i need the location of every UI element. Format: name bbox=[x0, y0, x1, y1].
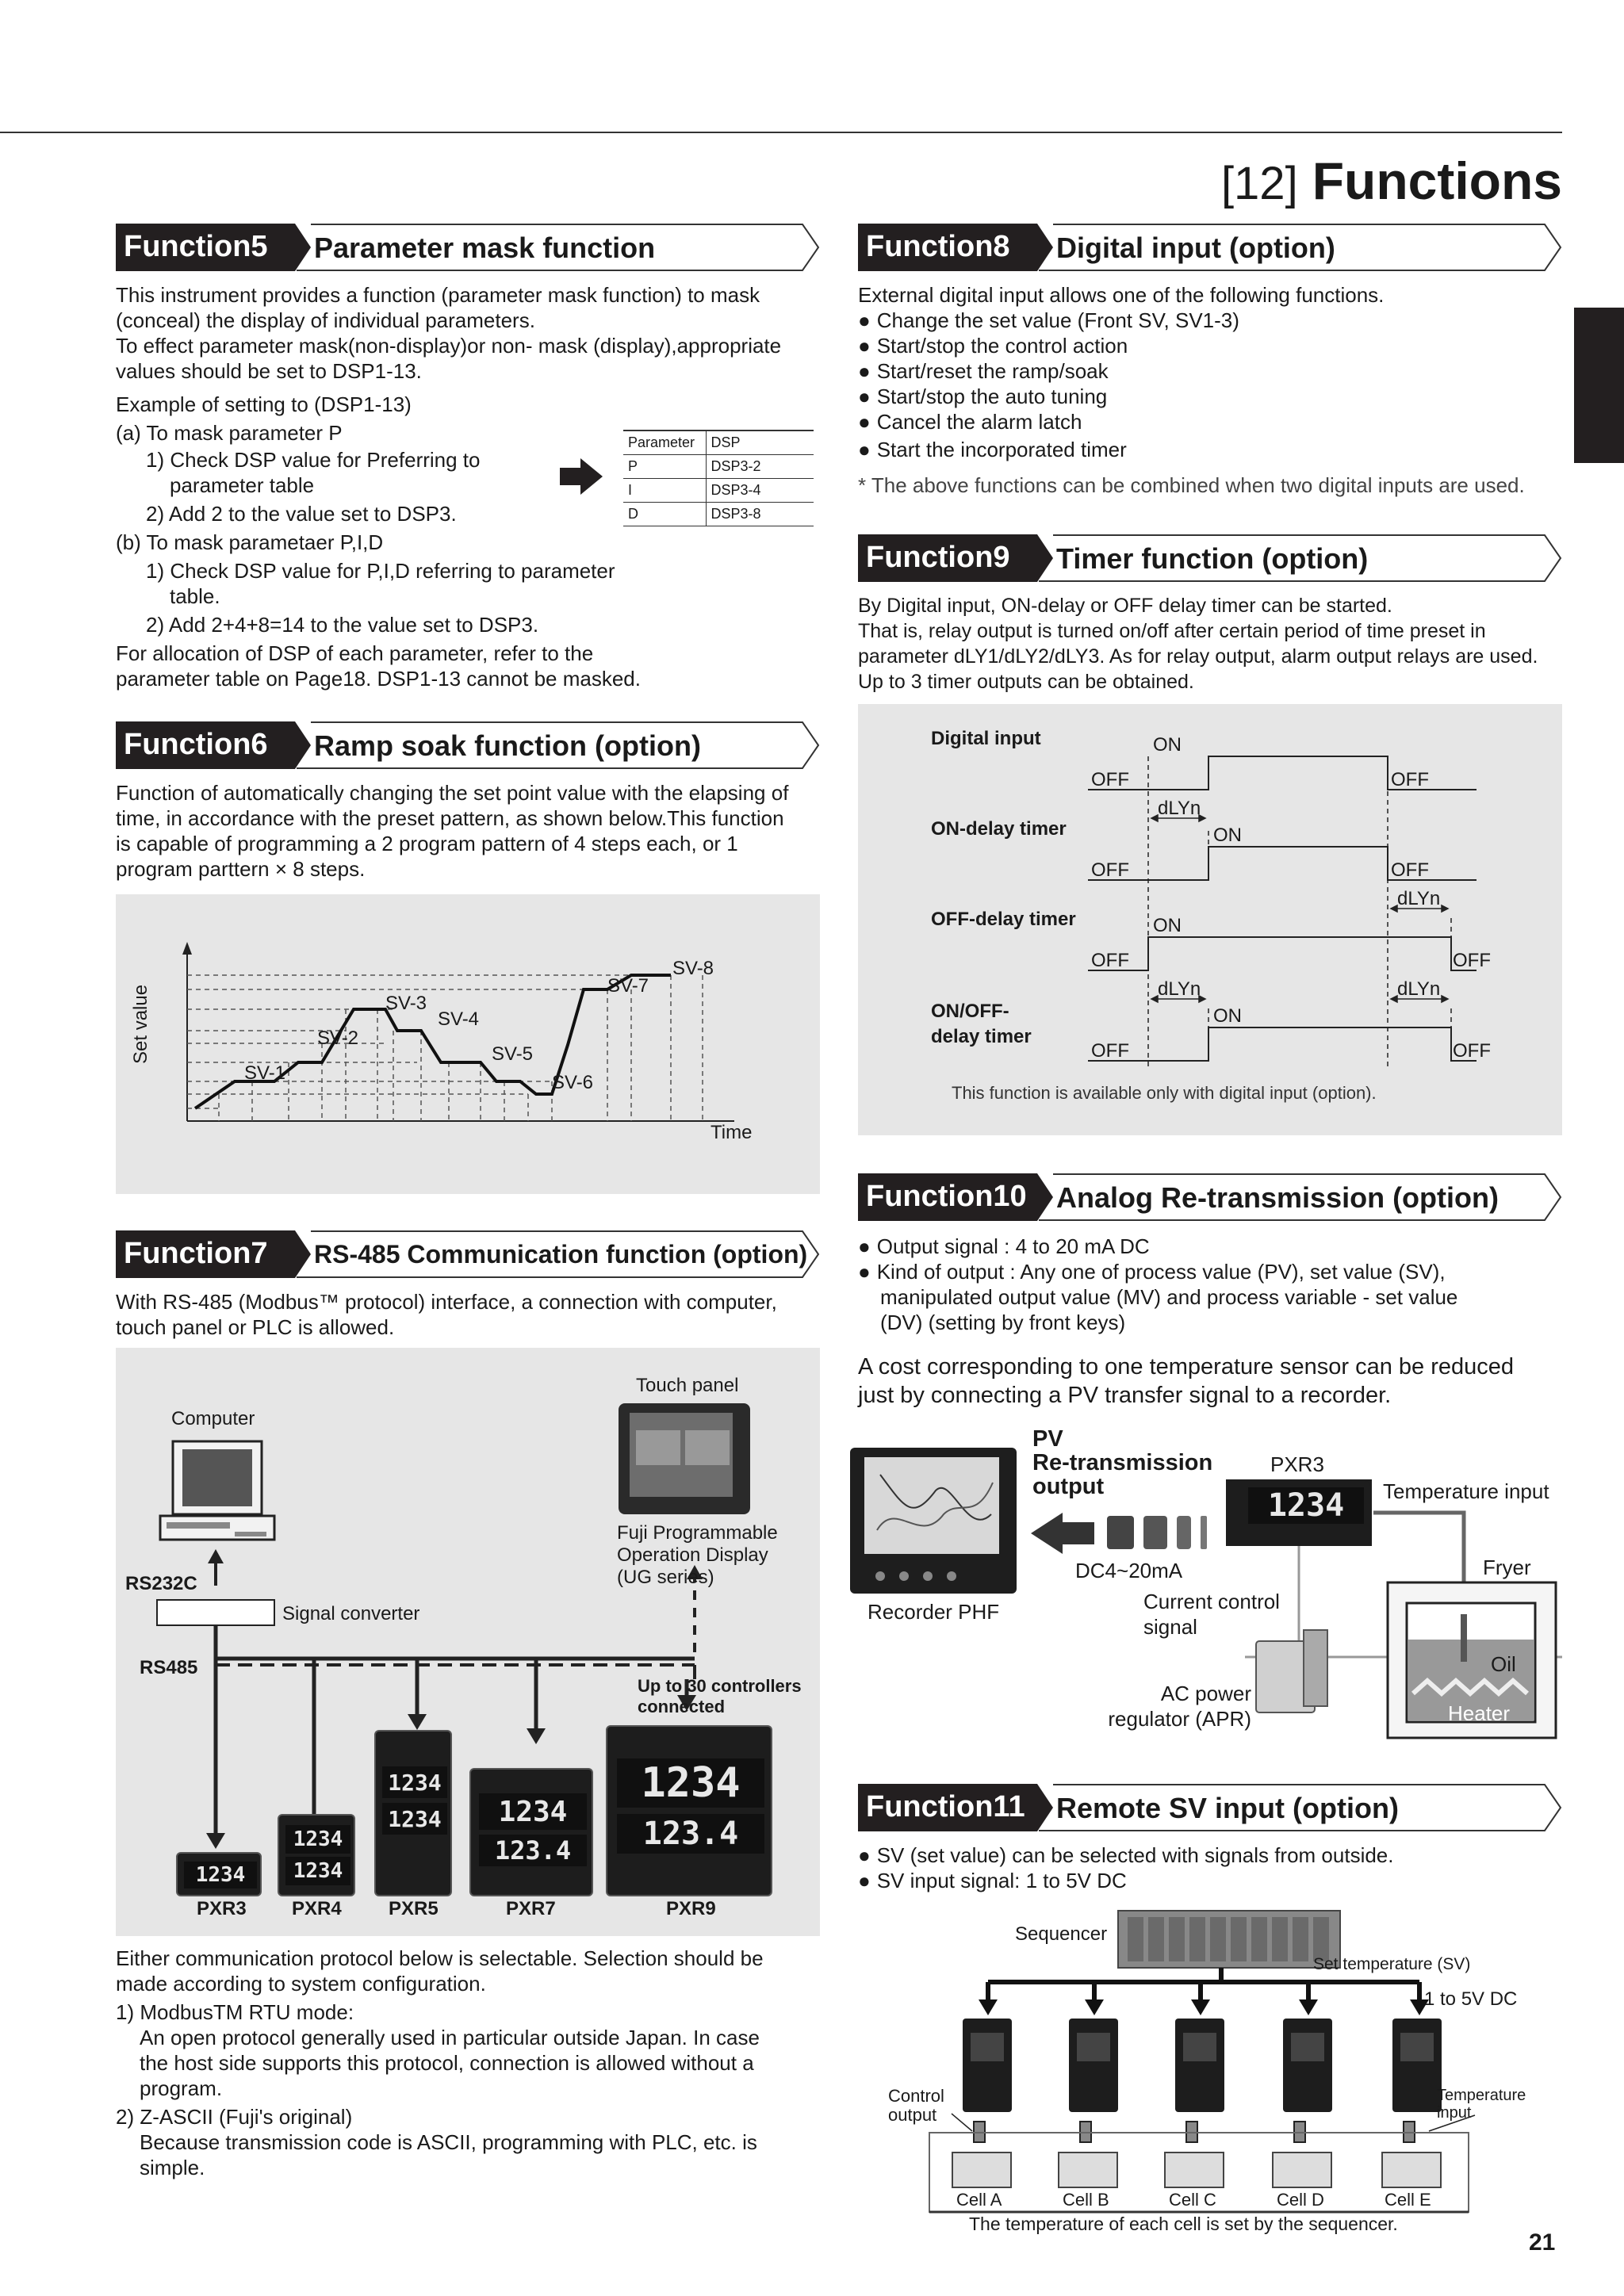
temperature-input-label: Temperature input bbox=[1437, 2087, 1526, 2122]
ramp-ylabel: Set value bbox=[130, 984, 151, 1064]
function8-header bbox=[858, 224, 1562, 271]
function6-label: Function6 bbox=[124, 728, 268, 761]
pxr4-device: 1234 1234 bbox=[278, 1814, 355, 1896]
on-label: ON bbox=[1153, 734, 1182, 756]
on-label: ON bbox=[1213, 825, 1242, 846]
f5-b1b: table. bbox=[170, 584, 220, 608]
section-tab bbox=[1574, 308, 1624, 463]
function11-header bbox=[858, 1784, 1562, 1831]
page-title: [12] Functions bbox=[1220, 151, 1562, 210]
pxr9-device: 1234 123.4 bbox=[606, 1725, 772, 1896]
list-item: ● Start/reset the ramp/soak bbox=[858, 358, 1239, 384]
ramp-soak-diagram bbox=[116, 894, 820, 1194]
retransmission-diagram bbox=[848, 1427, 1562, 1744]
f8-note: * The above functions can be combined when two digital inputs are used. bbox=[858, 473, 1525, 497]
ramp-step-label: SV-3 bbox=[385, 993, 427, 1014]
function9-title: Timer function (option) bbox=[1056, 542, 1369, 575]
dly-label: dLYn bbox=[1397, 888, 1441, 909]
oil-label: Oil bbox=[1491, 1652, 1516, 1676]
function10-title: Analog Re-transmission (option) bbox=[1056, 1181, 1499, 1214]
ramp-step-label: SV-5 bbox=[492, 1043, 534, 1065]
f5-a-title: (a) To mask parameter P bbox=[116, 421, 343, 445]
function11-title: Remote SV input (option) bbox=[1056, 1792, 1399, 1824]
cell-b bbox=[1058, 2152, 1118, 2188]
touch-panel-label: Touch panel bbox=[636, 1375, 739, 1396]
off-label: OFF bbox=[1091, 950, 1129, 971]
cell-d bbox=[1272, 2152, 1332, 2188]
off-delay-label: OFF-delay timer bbox=[931, 909, 1076, 930]
on-delay-label: ON-delay timer bbox=[931, 818, 1067, 840]
remote-sv-diagram bbox=[872, 1900, 1554, 2248]
f5-a1: 1) Check DSP value for Preferring to bbox=[146, 448, 481, 472]
function6-title: Ramp soak function (option) bbox=[314, 729, 701, 762]
cell-e bbox=[1381, 2152, 1442, 2188]
onoff-delay-label: ON/OFF- delay timer bbox=[931, 1001, 1032, 1047]
f5-b-title: (b) To mask parametaer P,I,D bbox=[116, 530, 384, 554]
model-label: PXR5 bbox=[389, 1898, 439, 1919]
dc-label: DC4~20mA bbox=[1075, 1559, 1183, 1582]
ramp-step-label: SV-8 bbox=[672, 958, 714, 979]
rs232c-label: RS232C bbox=[125, 1573, 197, 1594]
current-control-label: Current control signal bbox=[1143, 1590, 1280, 1639]
function8-title: Digital input (option) bbox=[1056, 232, 1335, 264]
pxr7-device: 1234 123.4 bbox=[469, 1768, 593, 1896]
cell-label: Cell A bbox=[956, 2190, 1002, 2210]
f9-text: By Digital input, ON-delay or OFF delay timer can be started. That is, relay output is turned on/off after certain period of time preset in parameter dLY1/dLY2/dLY3. As for relay output, alarm output relays are used. Up to 3 timer outputs can be obtained. bbox=[858, 595, 1538, 693]
list-item: ● SV input signal: 1 to 5V DC bbox=[858, 1868, 1393, 1893]
control-output-label: Control output bbox=[888, 2086, 944, 2125]
f5-a2: 2) Add 2 to the value set to DSP3. bbox=[146, 502, 457, 526]
f5-text: This instrument provides a function (parameter mask function) to mask (conceal) the display of individual parameters. To effect parameter mask(non-display)or non- mask (display),appropriate values should be set to DSP1-13. bbox=[116, 283, 782, 383]
rs485-label: RS485 bbox=[140, 1657, 198, 1678]
ramp-step-label: SV-2 bbox=[317, 1027, 359, 1049]
fryer-label: Fryer bbox=[1483, 1556, 1531, 1579]
function5-title: Parameter mask function bbox=[314, 232, 656, 264]
function10-label: Function10 bbox=[866, 1180, 1027, 1213]
header-rule bbox=[0, 132, 1562, 133]
timer-note: This function is available only with digital input (option). bbox=[952, 1083, 1377, 1103]
dly-label: dLYn bbox=[1397, 978, 1441, 1000]
sequencer-label: Sequencer bbox=[1015, 1923, 1108, 1945]
ramp-step-label: SV-7 bbox=[607, 975, 649, 997]
list-item: ● Kind of output : Any one of process value (PV), set value (SV), bbox=[858, 1259, 1457, 1284]
function5-label: Function5 bbox=[124, 230, 268, 263]
up-to-30-label: Up to 30 controllers connected bbox=[638, 1676, 802, 1716]
ramp-step-label: SV-6 bbox=[552, 1072, 594, 1093]
function5-header bbox=[116, 224, 820, 271]
cell-label: Cell B bbox=[1063, 2190, 1109, 2210]
fuji-display-label: Fuji Programmable Operation Display (UG series) bbox=[617, 1522, 778, 1588]
pxr3-label: PXR3 bbox=[1270, 1452, 1324, 1476]
temperature-input-label: Temperature input bbox=[1383, 1479, 1549, 1503]
on-label: ON bbox=[1153, 915, 1182, 936]
heater-label: Heater bbox=[1448, 1701, 1511, 1725]
set-temperature-label: Set temperature (SV) bbox=[1313, 1955, 1471, 1973]
cell-c bbox=[1164, 2152, 1224, 2188]
f10-para: A cost corresponding to one temperature sensor can be reduced just by connecting a PV transfer signal to a recorder. bbox=[858, 1354, 1515, 1408]
function11-label: Function11 bbox=[866, 1790, 1025, 1823]
f5-a1b: parameter table bbox=[170, 473, 315, 497]
f10-bullets: ● Output signal : 4 to 20 mA DC ● Kind of output : Any one of process value (PV), set value (SV), manipulated output value (MV) and process variable - set value (DV) (setting by front keys) bbox=[858, 1234, 1457, 1335]
function8-label: Function8 bbox=[866, 230, 1010, 263]
cell-label: Cell D bbox=[1277, 2190, 1324, 2210]
recorder-label: Recorder PHF bbox=[868, 1600, 1000, 1624]
off-label: OFF bbox=[1091, 1040, 1129, 1062]
list-item: ● Start the incorporated timer bbox=[858, 437, 1239, 462]
sequencer-caption: The temperature of each cell is set by the sequencer. bbox=[969, 2214, 1398, 2234]
pxr3-device: 1234 bbox=[1228, 1481, 1370, 1544]
cell-label: Cell E bbox=[1385, 2190, 1431, 2210]
timer-timing-diagram bbox=[858, 704, 1562, 1135]
function7-label: Function7 bbox=[124, 1237, 268, 1270]
f5-b1: 1) Check DSP value for P,I,D referring to parameter bbox=[146, 559, 615, 583]
arrow-right-icon bbox=[560, 458, 603, 495]
digital-input-label: Digital input bbox=[931, 728, 1041, 749]
function10-header bbox=[858, 1173, 1562, 1221]
list-item: ● Start/stop the control action bbox=[858, 333, 1239, 358]
model-label: PXR9 bbox=[666, 1898, 716, 1919]
pxr3-device: 1234 bbox=[176, 1852, 262, 1896]
list-item: ● SV (set value) can be selected with signals from outside. bbox=[858, 1843, 1393, 1868]
off-label: OFF bbox=[1453, 1040, 1491, 1062]
model-label: PXR4 bbox=[292, 1898, 342, 1919]
off-label: OFF bbox=[1391, 859, 1429, 881]
f5-example: Example of setting to (DSP1-13) bbox=[116, 392, 412, 416]
off-label: OFF bbox=[1091, 859, 1129, 881]
list-item: ● Start/stop the auto tuning bbox=[858, 384, 1239, 409]
list-item: ● Change the set value (Front SV, SV1-3) bbox=[858, 308, 1239, 333]
table-row: Parameter DSP bbox=[623, 430, 814, 454]
dsp-table bbox=[623, 430, 814, 526]
list-item: ● Output signal : 4 to 20 mA DC bbox=[858, 1234, 1457, 1259]
cell-a bbox=[952, 2152, 1012, 2188]
f5-alloc2: parameter table on Page18. DSP1-13 cannot be masked. bbox=[116, 667, 641, 691]
model-label: PXR7 bbox=[506, 1898, 556, 1919]
rs485-diagram bbox=[116, 1348, 820, 1936]
ramp-step-label: SV-4 bbox=[438, 1008, 480, 1030]
table-row: D DSP3-8 bbox=[623, 502, 814, 526]
f11-bullets bbox=[858, 1843, 1393, 1893]
f8-bullets bbox=[858, 308, 1239, 462]
pxr5-device: 1234 1234 bbox=[374, 1730, 452, 1896]
model-label: PXR3 bbox=[197, 1898, 247, 1919]
table-row: I DSP3-4 bbox=[623, 478, 814, 502]
table-row: P DSP3-2 bbox=[623, 454, 814, 478]
f7-line2: touch panel or PLC is allowed. bbox=[116, 1315, 395, 1339]
voltage-label: 1 to 5V DC bbox=[1424, 1988, 1518, 2010]
list-item: ● Cancel the alarm latch bbox=[858, 409, 1239, 434]
f7-after: Either communication protocol below is selectable. Selection should be made according to system configuration. 1) ModbusTM RTU mode: An open protocol generally used in particular outside Japan. In case the host side supports this protocol, connection is allowed without a program. 2) Z-ASCII (Fuji's original) Because transmission code is ASCII, programming with PLC, etc. is simple. bbox=[116, 1946, 764, 2179]
f8-intro: External digital input allows one of the following functions. bbox=[858, 283, 1385, 307]
function6-header bbox=[116, 721, 820, 769]
page-number: 21 bbox=[1529, 2229, 1556, 2256]
signal-converter-label: Signal converter bbox=[282, 1603, 420, 1624]
on-label: ON bbox=[1213, 1005, 1242, 1027]
f5-alloc1: For allocation of DSP of each parameter, refer to the bbox=[116, 641, 594, 665]
dly-label: dLYn bbox=[1158, 798, 1201, 819]
ramp-xlabel: Time bbox=[710, 1122, 753, 1143]
function7-header bbox=[116, 1230, 820, 1278]
ramp-step-label: SV-1 bbox=[244, 1062, 286, 1084]
computer-label: Computer bbox=[171, 1408, 255, 1429]
function9-header bbox=[858, 534, 1562, 582]
function7-title: RS-485 Communication function (option) bbox=[314, 1240, 808, 1269]
off-label: OFF bbox=[1453, 950, 1491, 971]
f6-text: Function of automatically changing the set point value with the elapsing of time, in accordance with the preset pattern, as shown below.This function is capable of programming a 2 program pattern of 4 steps each, or 1 program parttern × 8 steps. bbox=[116, 781, 789, 881]
dly-label: dLYn bbox=[1158, 978, 1201, 1000]
off-label: OFF bbox=[1091, 769, 1129, 790]
cell-label: Cell C bbox=[1169, 2190, 1216, 2210]
pv-retransmission-label: PV Re-transmission output bbox=[1032, 1426, 1213, 1499]
ac-power-label: AC power regulator (APR) bbox=[1108, 1682, 1251, 1731]
function9-label: Function9 bbox=[866, 541, 1010, 574]
off-label: OFF bbox=[1391, 769, 1429, 790]
f5-b2: 2) Add 2+4+8=14 to the value set to DSP3. bbox=[146, 613, 539, 637]
f7-line1: With RS-485 (Modbus™ protocol) interface, a connection with computer, bbox=[116, 1290, 777, 1314]
